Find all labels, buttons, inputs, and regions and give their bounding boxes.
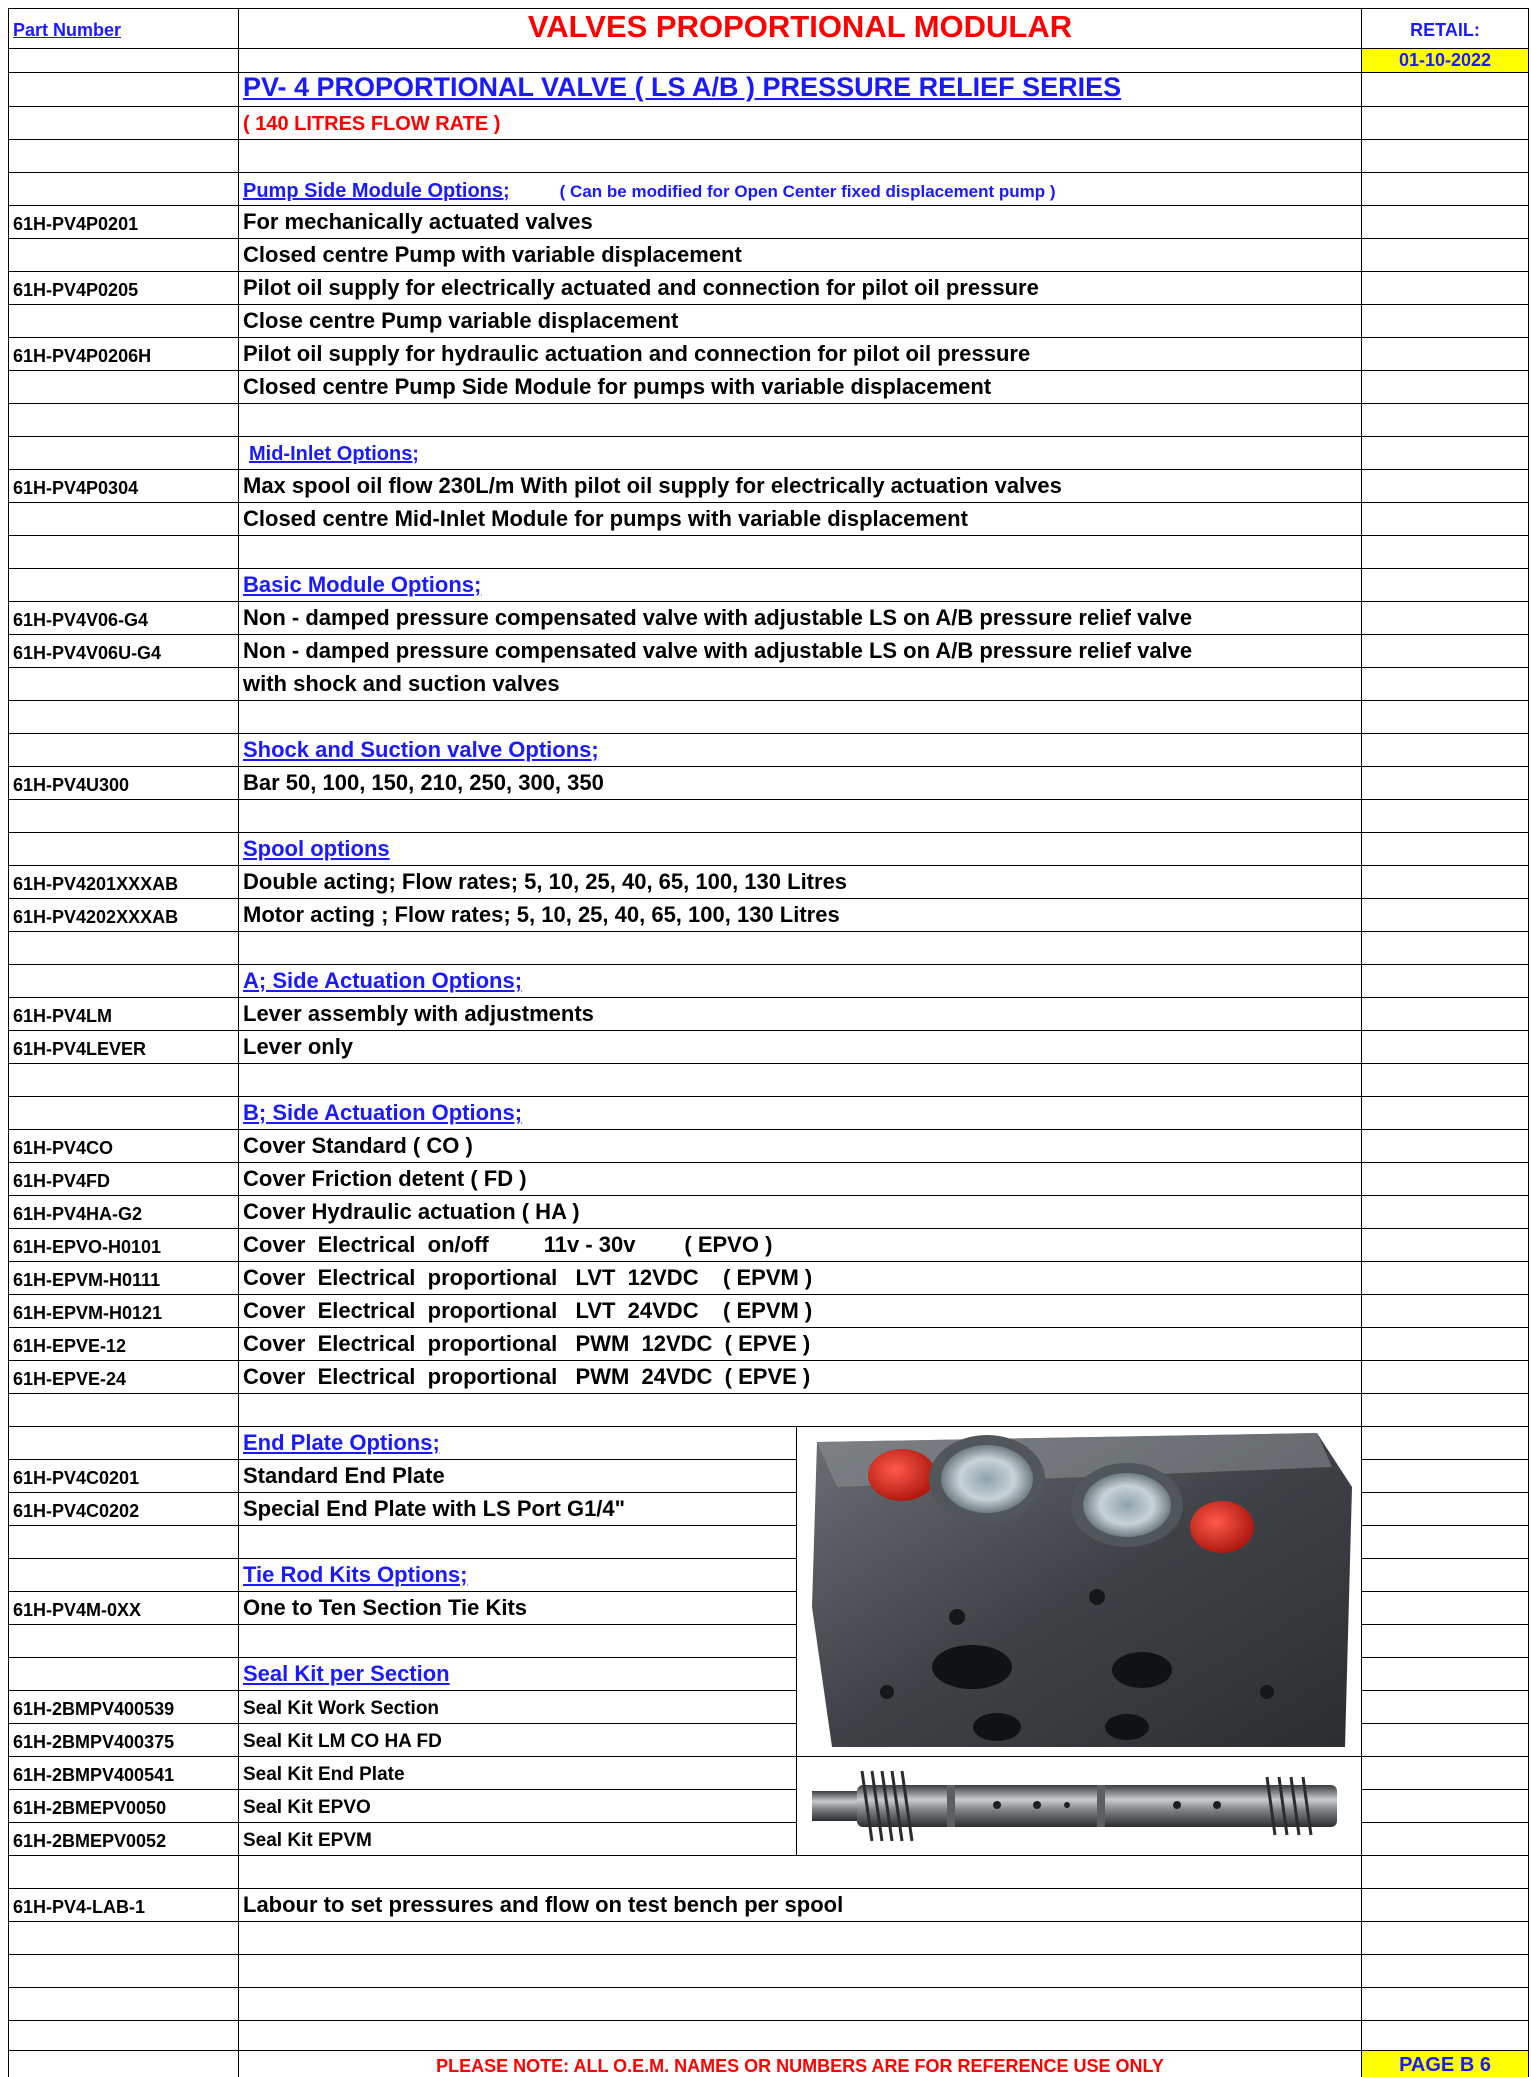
- part-number: 61H-2BMEPV0050: [13, 1798, 167, 1818]
- part-number: 61H-EPVM-H0111: [13, 1270, 161, 1290]
- empty-row: [9, 2021, 1529, 2051]
- section-basic-module[interactable]: Basic Module Options;: [243, 572, 482, 597]
- section-row: [9, 173, 1529, 206]
- section-end-plate[interactable]: End Plate Options;: [243, 1430, 440, 1455]
- flow-rate: ( 140 LITRES FLOW RATE ): [243, 113, 501, 135]
- description: Cover Standard ( CO ): [243, 1133, 473, 1158]
- header-row: [9, 9, 1529, 49]
- empty-row: [9, 932, 1529, 965]
- part-number: 61H-PV4LEVER: [13, 1039, 147, 1059]
- empty-row: [9, 1394, 1529, 1427]
- page-number: PAGE B 6: [1399, 2054, 1491, 2076]
- retail-date: 01-10-2022: [1398, 50, 1492, 70]
- footer-note: PLEASE NOTE: ALL O.E.M. NAMES OR NUMBERS ARE FOR REFERENCE USE ONLY: [436, 2056, 1164, 2076]
- part-number: 61H-2BMPV400539: [13, 1699, 175, 1719]
- empty-row: [9, 701, 1529, 734]
- table-row: [9, 767, 1529, 800]
- empty-row: [9, 404, 1529, 437]
- section-b-side[interactable]: B; Side Actuation Options;: [243, 1100, 523, 1125]
- section-row: [9, 1097, 1529, 1130]
- section-spool[interactable]: Spool options: [243, 836, 390, 861]
- empty-row: [9, 800, 1529, 833]
- description: Cover Electrical proportional LVT 24VDC ( EPVM ): [243, 1298, 813, 1323]
- table-row: [9, 1196, 1529, 1229]
- retail-cell: [1362, 9, 1529, 49]
- section-row: [9, 965, 1529, 998]
- description: Cover Electrical proportional PWM 24VDC ( EPVE ): [243, 1364, 811, 1389]
- section-row: [9, 437, 1529, 470]
- part-number: 61H-PV4C0201: [13, 1468, 140, 1488]
- description: Max spool oil flow 230L/m With pilot oil supply for electrically actuation valves: [243, 473, 1062, 498]
- series-title-row: [9, 73, 1529, 107]
- table-row: [9, 338, 1529, 371]
- part-number: 61H-EPVE-24: [13, 1369, 127, 1389]
- table-row: [9, 1361, 1529, 1394]
- description: Seal Kit Work Section: [243, 1698, 440, 1719]
- empty-row: [9, 1064, 1529, 1097]
- table-row: [9, 503, 1529, 536]
- section-seal-kit[interactable]: Seal Kit per Section: [243, 1661, 450, 1686]
- date-cell: [1362, 49, 1529, 73]
- part-number: 61H-PV4CO: [13, 1138, 114, 1158]
- table-row: [9, 635, 1529, 668]
- table-row: [9, 602, 1529, 635]
- table-row: [9, 470, 1529, 503]
- part-number: 61H-PV4P0304: [13, 478, 139, 498]
- part-number: 61H-PV4HA-G2: [13, 1204, 143, 1224]
- part-number: 61H-2BMPV400375: [13, 1732, 175, 1752]
- description: Pilot oil supply for hydraulic actuation and connection for pilot oil pressure: [243, 341, 1031, 366]
- description: Seal Kit EPVO: [243, 1797, 371, 1818]
- part-number: 61H-PV4202XXXAB: [13, 907, 179, 927]
- part-number: 61H-PV4C0202: [13, 1501, 140, 1521]
- end-plate-image: [797, 1427, 1360, 1755]
- spool-photo: [797, 1757, 1362, 1856]
- table-row: [9, 206, 1529, 239]
- description: Cover Electrical on/off 11v - 30v ( EPVO ): [243, 1232, 773, 1257]
- description: Closed centre Pump Side Module for pumps with variable displacement: [243, 374, 992, 399]
- section-shock-suction[interactable]: Shock and Suction valve Options;: [243, 737, 599, 762]
- part-number: 61H-2BMPV400541: [13, 1765, 175, 1785]
- description: Pilot oil supply for electrically actuated and connection for pilot oil pressure: [243, 275, 1039, 300]
- page-title: VALVES PROPORTIONAL MODULAR: [527, 9, 1073, 44]
- title-cell: [239, 9, 1362, 49]
- flow-row: [9, 107, 1529, 140]
- part-number: 61H-PV4M-0XX: [13, 1600, 142, 1620]
- pump-side-note: ( Can be modified for Open Center fixed displacement pump ): [559, 182, 1056, 201]
- empty-row: [9, 1988, 1529, 2021]
- description: Close centre Pump variable displacement: [243, 308, 679, 333]
- empty-row: [9, 140, 1529, 173]
- part-number-header[interactable]: Part Number: [13, 20, 122, 40]
- table-row: [9, 1130, 1529, 1163]
- description: For mechanically actuated valves: [243, 209, 593, 234]
- retail-label: RETAIL:: [1410, 20, 1480, 40]
- part-number: 61H-PV4P0205: [13, 280, 139, 300]
- description: Bar 50, 100, 150, 210, 250, 300, 350: [243, 770, 604, 795]
- part-number: 61H-EPVM-H0121: [13, 1303, 163, 1323]
- part-number: 61H-PV4201XXXAB: [13, 874, 179, 894]
- description: Seal Kit EPVM: [243, 1830, 372, 1851]
- description: Special End Plate with LS Port G1/4": [243, 1496, 626, 1521]
- description: Lever assembly with adjustments: [243, 1001, 594, 1026]
- description: Closed centre Pump with variable displacement: [243, 242, 742, 267]
- description: Closed centre Mid-Inlet Module for pumps with variable displacement: [243, 506, 968, 531]
- description: Cover Electrical proportional LVT 12VDC ( EPVM ): [243, 1265, 813, 1290]
- table-row: [9, 1295, 1529, 1328]
- section-row: [9, 734, 1529, 767]
- description: Seal Kit LM CO HA FD: [243, 1731, 442, 1752]
- section-row: [9, 569, 1529, 602]
- part-number: 61H-PV4P0206H: [13, 346, 152, 366]
- table-row: [9, 1163, 1529, 1196]
- table-row: [9, 1031, 1529, 1064]
- series-title: PV- 4 PROPORTIONAL VALVE ( LS A/B ) PRESSURE RELIEF SERIES: [243, 73, 1122, 102]
- description: with shock and suction valves: [243, 671, 560, 696]
- part-number: 61H-2BMEPV0052: [13, 1831, 167, 1851]
- table-row: [9, 1262, 1529, 1295]
- part-number: 61H-EPVO-H0101: [13, 1237, 162, 1257]
- empty-row: [9, 1922, 1529, 1955]
- table-row: [9, 272, 1529, 305]
- description: One to Ten Section Tie Kits: [243, 1595, 528, 1620]
- table-row: [9, 1889, 1529, 1922]
- part-number-header-cell: [9, 9, 239, 49]
- part-number: 61H-PV4U300: [13, 775, 130, 795]
- description: Seal Kit End Plate: [243, 1764, 405, 1785]
- empty-row: [9, 1856, 1529, 1889]
- description: Non - damped pressure compensated valve with adjustable LS on A/B pressure relief valve: [243, 605, 1193, 630]
- table-row: [9, 998, 1529, 1031]
- part-number: 61H-PV4V06-G4: [13, 610, 149, 630]
- table-row: [9, 239, 1529, 272]
- part-number: 61H-PV4FD: [13, 1171, 111, 1191]
- section-tie-rod[interactable]: Tie Rod Kits Options;: [243, 1562, 468, 1587]
- spool-image: [797, 1757, 1360, 1854]
- date-row: [9, 49, 1529, 73]
- description: Labour to set pressures and flow on test bench per spool: [243, 1892, 844, 1917]
- description: Non - damped pressure compensated valve with adjustable LS on A/B pressure relief valve: [243, 638, 1193, 663]
- description: Motor acting ; Flow rates; 5, 10, 25, 40, 65, 100, 130 Litres: [243, 902, 840, 927]
- description: Cover Electrical proportional PWM 12VDC ( EPVE ): [243, 1331, 811, 1356]
- table-row: [9, 305, 1529, 338]
- part-number: 61H-PV4P0201: [13, 214, 139, 234]
- footer-row: [9, 2051, 1529, 2077]
- part-number: 61H-EPVE-12: [13, 1336, 127, 1356]
- description: Double acting; Flow rates; 5, 10, 25, 40, 65, 100, 130 Litres: [243, 869, 848, 894]
- part-number: 61H-PV4V06U-G4: [13, 643, 162, 663]
- table-row: [9, 866, 1529, 899]
- description: Lever only: [243, 1034, 354, 1059]
- section-pump-side[interactable]: Pump Side Module Options;: [243, 180, 510, 202]
- section-mid-inlet[interactable]: Mid-Inlet Options;: [249, 443, 419, 465]
- empty-row: [9, 536, 1529, 569]
- section-row: [9, 833, 1529, 866]
- price-sheet: [8, 8, 1529, 2077]
- table-row: [9, 1229, 1529, 1262]
- part-number: 61H-PV4-LAB-1: [13, 1897, 146, 1917]
- table-row: [9, 371, 1529, 404]
- part-number: 61H-PV4LM: [13, 1006, 113, 1026]
- description: Cover Friction detent ( FD ): [243, 1166, 527, 1191]
- table-row: [9, 668, 1529, 701]
- description: Cover Hydraulic actuation ( HA ): [243, 1199, 580, 1224]
- empty-row: [9, 1955, 1529, 1988]
- table-row: [9, 899, 1529, 932]
- table-row: [9, 1328, 1529, 1361]
- section-a-side[interactable]: A; Side Actuation Options;: [243, 968, 523, 993]
- end-plate-photo: [797, 1427, 1362, 1757]
- description: Standard End Plate: [243, 1463, 445, 1488]
